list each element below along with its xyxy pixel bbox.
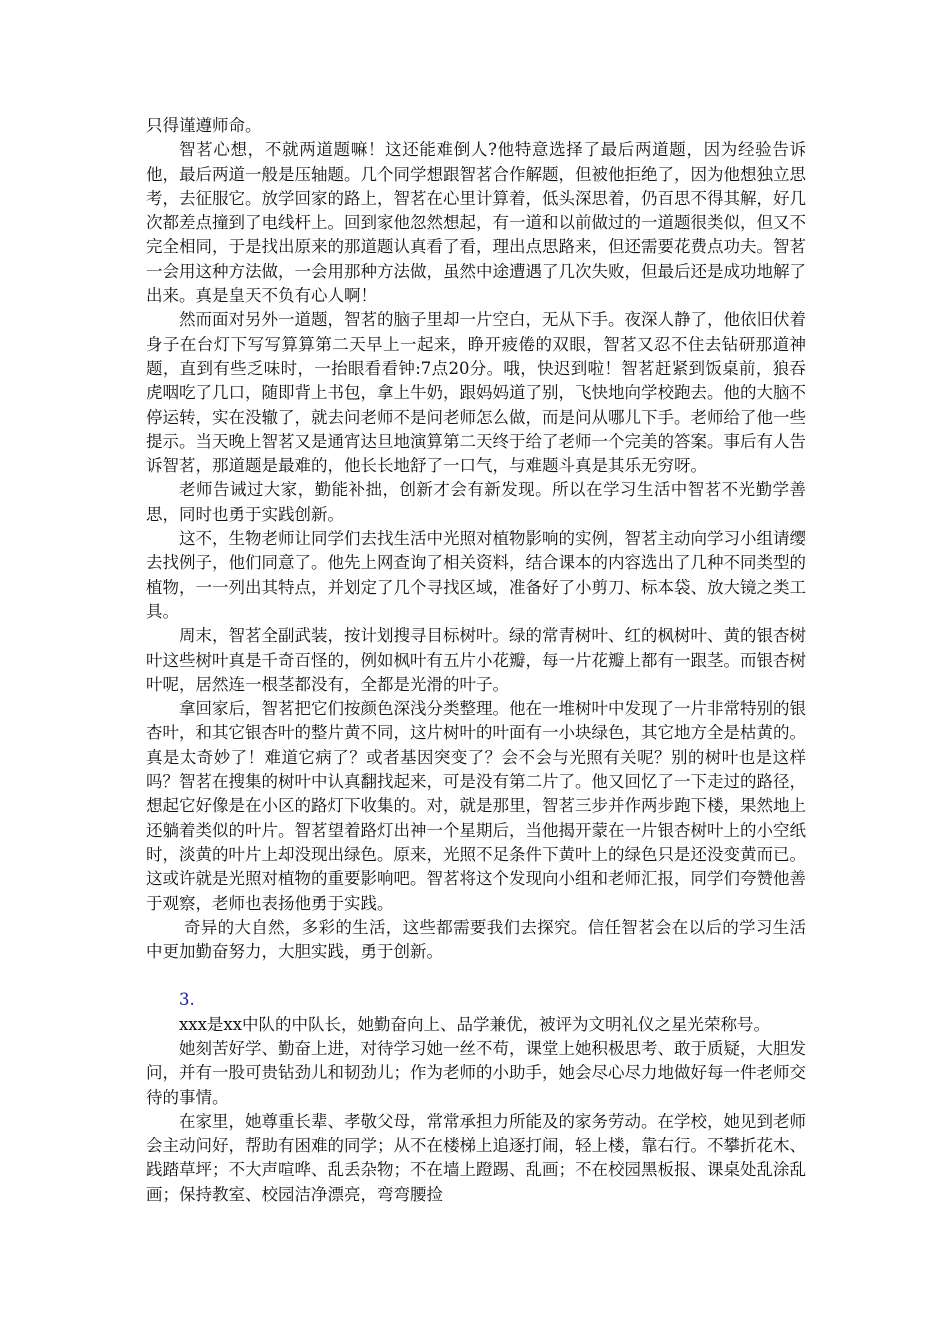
paragraph: 周末，智茗全副武装，按计划搜寻目标树叶。绿的常青树叶、红的枫树叶、黄的银杏树叶这些树叶真是千奇百怪的，例如枫叶有五片小花瓣，每一片花瓣上都有一跟茎。而银杏树叶呢，居然连一根茎都没有，全都是光滑的叶子。: [146, 626, 806, 694]
paragraph: 然而面对另外一道题，智茗的脑子里却一片空白，无从下手。夜深人静了，他依旧伏着身子在台灯下写写算算第二天早上一起来，睁开疲倦的双眼，智茗又忍不住去钻研那道神题，直到有些乏味时，一抬眼看看钟:7点20分。哦，快迟到啦！智茗赶紧到饭桌前，狼吞虎咽吃了几口，随即背上书包，拿上牛奶，跟妈妈道了别，飞快地向学校跑去。他的大脑不停运转，实在没辙了，就去问老师不是问老师怎么做，而是问从哪儿下手。老师给了他一些提示。当天晚上智茗又是通宵达旦地演算第二天终于给了老师一个完美的答案。事后有人告诉智茗，那道题是最难的，他长长地舒了一口气，与难题斗真是其乐无穷呀。: [146, 310, 806, 476]
section-number: 3.: [179, 990, 195, 1010]
paragraph: 在家里，她尊重长辈、孝敬父母，常常承担力所能及的家务劳动。在学校，她见到老师会主动问好，帮助有困难的同学；从不在楼梯上追逐打闹，轻上楼，靠右行。不攀折花木、践踏草坪；不大声喧哗、乱丢杂物；不在墙上蹬踢、乱画；不在校园黑板报、课桌处乱涂乱画；保持教室、校园洁净漂亮，弯弯腰捡: [146, 1111, 806, 1204]
document-body: [146, 114, 806, 1207]
paragraph: 智茗心想，不就两道题嘛！这还能难倒人?他特意选择了最后两道题，因为经验告诉他，最后两道一般是压轴题。几个同学想跟智茗合作解题，但被他拒绝了，因为他想独立思考，去征服它。放学回家的路上，智茗在心里计算着，低头深思着，仍百思不得其解，好几次都差点撞到了电线杆上。回到家他忽然想起，有一道和以前做过的一道题很类似，但又不完全相同，于是找出原来的那道题认真看了看，理出点思路来，但还需要花费点功夫。智茗一会用这种方法做，一会用那种方法做，虽然中途遭遇了几次失败，但最后还是成功地解了出来。真是皇天不负有心人啊！: [146, 140, 806, 306]
paragraph: 这不，生物老师让同学们去找生活中光照对植物影响的实例，智茗主动向学习小组请缨去找例子，他们同意了。他先上网查询了相关资料，结合课本的内容选出了几种不同类型的植物，一一列出其特点，并划定了几个寻找区域，准备好了小剪刀、标本袋、放大镜之类工具。: [146, 529, 806, 621]
paragraph: 她刻苦好学、勤奋上进，对待学习她一丝不苟，课堂上她积极思考、敢于质疑，大胆发问，并有一股可贵钻劲儿和韧劲儿；作为老师的小助手，她会尽心尽力地做好每一件老师交待的事情。: [146, 1038, 806, 1107]
paragraph: 老师告诫过大家，勤能补拙，创新才会有新发现。所以在学习生活中智茗不光勤学善思，同时也勇于实践创新。: [146, 480, 806, 524]
paragraph: 奇异的大自然，多彩的生活，这些都需要我们去探究。信任智茗会在以后的学习生活中更加勤奋努力，大胆实践，勇于创新。: [146, 917, 806, 962]
paragraph: 拿回家后，智茗把它们按颜色深浅分类整理。他在一堆树叶中发现了一片非常特别的银杏叶，和其它银杏叶的整片黄不同，这片树叶的叶面有一小块绿色，其它地方全是枯黄的。真是太奇妙了！难道它病了？或者基因突变了？会不会与光照有关呢？别的树叶也是这样吗？智茗在搜集的树叶中认真翻找起来，可是没有第二片了。他又回忆了一下走过的路径，想起它好像是在小区的路灯下收集的。对，就是那里，智茗三步并作两步跑下楼，果然地上还躺着类似的叶片。智茗望着路灯出神一个星期后，当他揭开蒙在一片银杏树叶上的小空纸时，淡黄的叶片上却没现出绿色。原来，光照不足条件下黄叶上的绿色只是还没变黄而已。这或许就是光照对植物的重要影响吧。智茗将这个发现向小组和老师汇报，同学们夸赞他善于观察，老师也表扬他勇于实践。: [146, 699, 806, 913]
blank-line: [146, 964, 806, 988]
paragraph: xxx是xx中队的中队长，她勤奋向上、品学兼优，被评为文明礼仪之星光荣称号。: [179, 1014, 771, 1034]
paragraph: 只得谨遵师命。: [146, 116, 262, 135]
